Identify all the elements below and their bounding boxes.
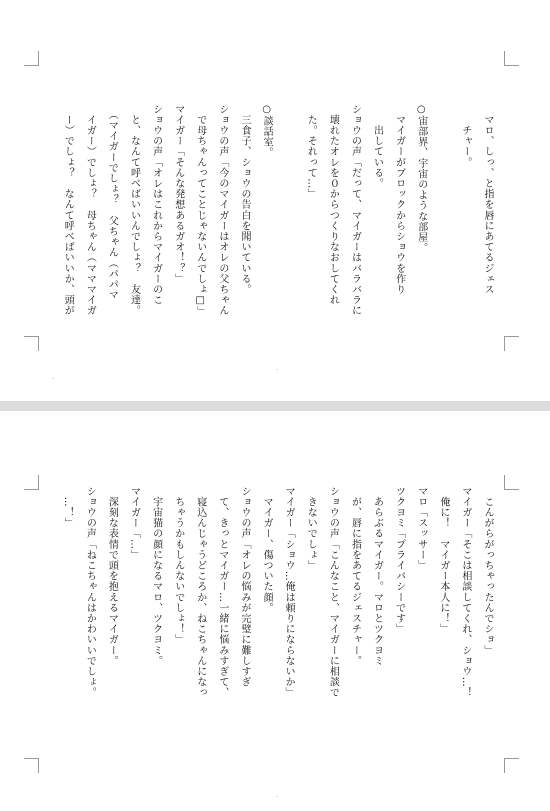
crop-mark-bottom-right: [504, 336, 519, 351]
script-line: 深刻な表情で頭を抱えるマイガー。: [106, 486, 118, 667]
script-line: あらぶるマイガー。マロとツクヨミ: [371, 486, 383, 667]
script-line: で母ちゃんってことじゃないんでしょ□」: [194, 104, 206, 317]
document-page-2: [0, 411, 550, 811]
script-line: こんがらがっちゃったんでショ」: [482, 486, 493, 656]
script-line: きないでしょ」: [305, 486, 317, 571]
script-line: マイガー「そんな発想あるガオ！？」: [172, 104, 184, 285]
crop-mark-bottom-left: [24, 336, 39, 351]
script-line: マイガー「ショウ…俺は頼りにならないか」: [283, 486, 295, 698]
script-line: マイガー「…」: [128, 486, 140, 561]
crop-mark-top-left: [24, 51, 39, 66]
paragraph-mark: ·: [276, 793, 279, 801]
script-line: ー）でしょ？ なんて呼べばいいか、頭が: [62, 104, 74, 316]
script-line: て、きっとマイガー…一緒に悩みすぎて、: [216, 486, 228, 698]
script-line: （マイガーでしょ？ 父ちゃん（パパマ: [106, 104, 118, 301]
crop-mark-top-left: [24, 475, 39, 490]
script-line: ショウの声「こんなこと、マイガーに相談で: [327, 486, 339, 698]
paragraph-mark: ·: [52, 375, 55, 383]
script-line: 出している。: [371, 104, 383, 189]
script-line: ちゃうかもしんないでしょ！」: [172, 486, 184, 645]
script-line: イガー）でしょ？ 母ちゃん（マママイガ: [84, 104, 96, 316]
document-page-1: [0, 0, 550, 401]
script-line: マイガー、傷ついた顔。: [261, 486, 273, 614]
script-line: ショウの声「オレの悩みが完璧に難しすぎ: [238, 486, 250, 688]
script-line: が、唇に指をあてるジェスチャー。: [349, 486, 361, 667]
script-line: マイガーがブロックからショウを作り: [393, 104, 405, 295]
script-line: 三食子、ショウの告白を聞いている。: [238, 104, 250, 295]
script-line: 寝込んじゃうどころか、ねこちゃんになっ: [194, 486, 206, 698]
blank-line: [432, 104, 454, 352]
crop-mark-bottom-right: [504, 758, 519, 773]
script-line: ショウの声「ねこちゃんはかわいいでしょ。: [84, 486, 96, 698]
script-line: た。それって…」: [305, 104, 317, 200]
paragraph-mark: ·: [276, 366, 279, 374]
blank-line: [277, 104, 299, 352]
vertical-text-body: [56, 486, 498, 761]
script-line: 壊れたオレを０からつくりなおしてくれ: [327, 104, 339, 306]
crop-mark-top-right: [504, 475, 519, 490]
script-line: ショウの声「今のマイガーはオレの父ちゃん: [216, 104, 228, 316]
crop-mark-top-right: [504, 51, 519, 66]
script-line: ○宙部界、宇宙のような部屋。: [415, 104, 427, 254]
script-line: ○談話室。: [261, 104, 273, 158]
script-line: チャー。: [459, 104, 471, 168]
crop-mark-bottom-left: [24, 758, 39, 773]
script-line: 宇宙猫の顔になるマロ、ツクヨミ。: [150, 486, 162, 667]
vertical-text-body: [56, 104, 498, 352]
script-line: ショウの声「だって、マイガーはバラバラに: [349, 104, 361, 316]
script-line: …！」: [62, 486, 74, 529]
script-line: マイガー「そこは相談してくれ、ショウ…！: [459, 486, 471, 698]
script-line: ツクヨミ「プライバシーです」: [393, 486, 405, 635]
script-line: 俺に！ マイガー本人に！」: [437, 486, 449, 635]
script-line: ショウの声「オレはこれからマイガーのこ: [150, 104, 162, 306]
script-line: マロ「スッサー」: [415, 486, 427, 571]
script-line: マロ、しっ、と指を唇にあてるジェス: [482, 104, 493, 295]
script-line: と、なんて呼べばいいんでしょ？ 友達。: [128, 104, 140, 316]
